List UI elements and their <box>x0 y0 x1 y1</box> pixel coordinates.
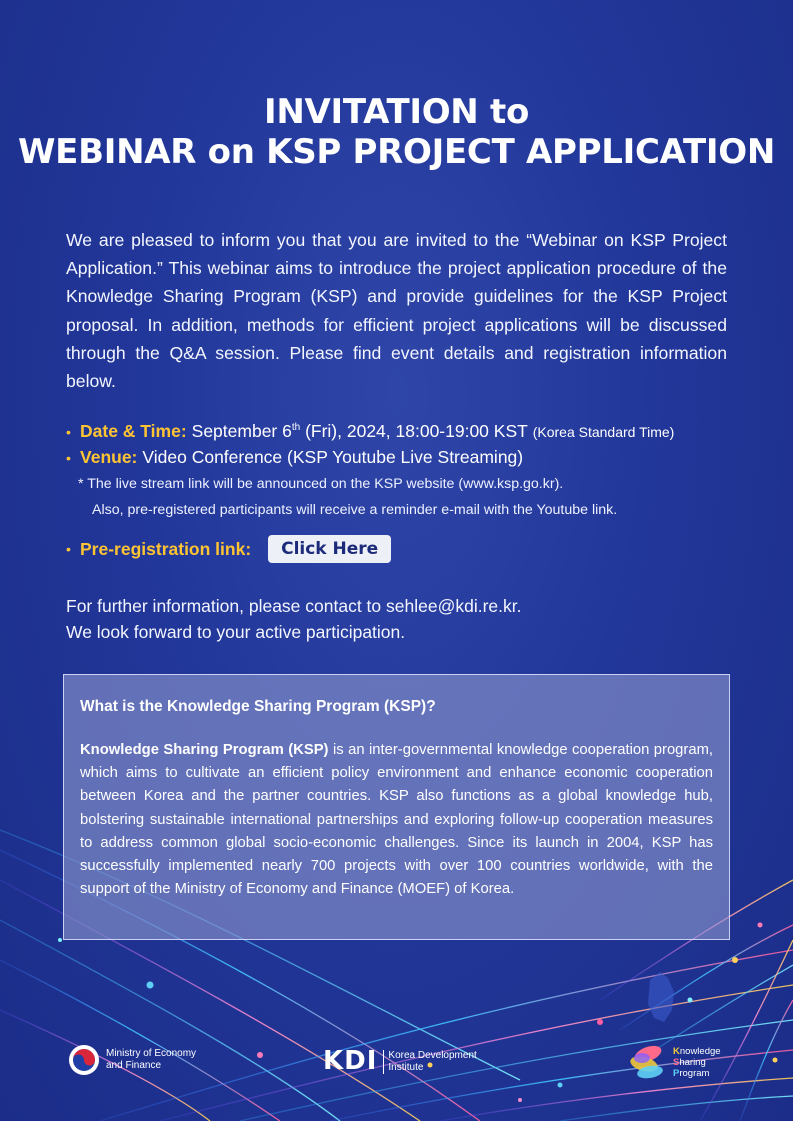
registration-label: Pre-registration link: <box>80 538 252 559</box>
kdi-mark: KDI <box>323 1046 378 1076</box>
bullet: • <box>66 540 71 557</box>
ksp-line-3: Program <box>673 1067 710 1079</box>
footer-logos <box>0 1040 793 1090</box>
ksp-logo <box>626 1040 721 1084</box>
click-here-button[interactable]: Click Here <box>268 535 391 563</box>
moef-line-1: Ministry of Economy <box>106 1048 197 1059</box>
date-time-value: September 6th (Fri), 2024, 18:00-19:00 KST (Korea Standard Time) <box>191 421 675 441</box>
venue-value: Video Conference (KSP Youtube Live Streaming) <box>142 447 524 467</box>
registration-row <box>66 535 746 563</box>
ksp-swirl-icon <box>626 1040 670 1084</box>
ksp-line-1: Knowledge <box>673 1045 721 1057</box>
venue-label: Venue: <box>80 447 138 467</box>
page-title <box>0 92 793 172</box>
contact-line-2: We look forward to your active participation. <box>66 622 406 642</box>
ksp-line-2: Sharing <box>673 1056 706 1068</box>
bullet: • <box>66 450 71 466</box>
ksp-body-text: is an inter-governmental knowledge cooperation program, which aims to cultivate an efficient policy environment and enhance economic cooperation between Korea and the partner countries. KSP also functions as a global knowledge hub, bolstering sustainable international partnerships and exploring follow-up cooperation measures to address common global socio-economic challenges. Since its launch in 2004, KSP has successfully implemented nearly 700 projects with over 100 countries worldwide, with the support of the Ministry of Economy and Finance (MOEF) of Korea. <box>80 742 714 898</box>
intro-paragraph: We are pleased to inform you that you are invited to the “Webinar on KSP Project Application.” This webinar aims to introduce the project application procedure of the Knowledge Sharing Program (KSP) and provide guidelines for the KSP Project proposal. In addition, methods for efficient project applications will be discussed through the Q&A session. Please find event details and registration information below. <box>66 230 727 392</box>
venue-note-2: Also, pre-registered participants will receive a reminder e-mail with the Youtube link. <box>92 502 618 518</box>
kdi-line-2: Institute <box>388 1062 424 1073</box>
title-line-1: INVITATION to <box>263 92 530 132</box>
event-details <box>66 419 746 563</box>
moef-logo <box>68 1044 196 1076</box>
bullet: • <box>66 424 71 440</box>
contact-line-1: For further information, please contact to sehlee@kdi.re.kr. <box>66 596 522 616</box>
venue-row <box>66 445 746 471</box>
title-line-2: WEBINAR on KSP PROJECT APPLICATION <box>17 132 776 172</box>
contact-section <box>66 593 726 645</box>
ksp-box-body <box>80 739 713 901</box>
kdi-line-1: Korea Development <box>388 1050 477 1061</box>
date-time-row <box>66 419 746 445</box>
date-time-label: Date & Time: <box>80 421 187 441</box>
moef-line-2: and Finance <box>106 1060 162 1071</box>
ksp-box-heading: What is the Knowledge Sharing Program (KSP)? <box>80 698 436 715</box>
kdi-logo <box>323 1046 477 1076</box>
ksp-bold-lead: Knowledge Sharing Program (KSP) <box>80 742 329 758</box>
ksp-info-box <box>63 674 730 940</box>
venue-note-1: * The live stream link will be announced on the KSP website (www.ksp.go.kr). <box>78 476 564 492</box>
timezone-note: (Korea Standard Time) <box>532 424 675 440</box>
taegeuk-icon <box>68 1044 100 1076</box>
